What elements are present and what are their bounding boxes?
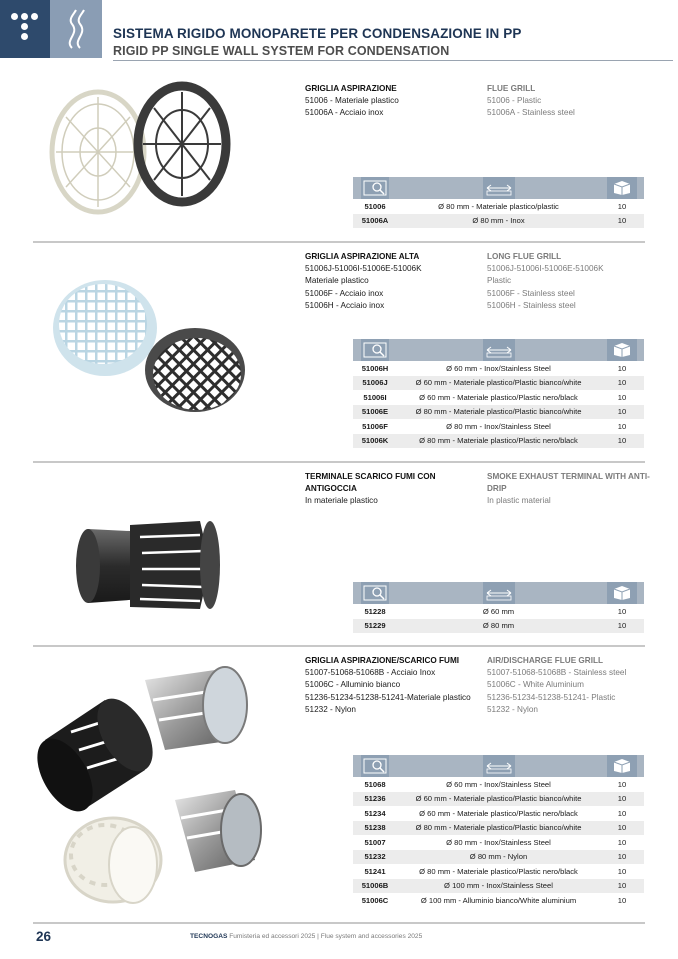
- measure-header-icon: [483, 582, 515, 604]
- product-qty: 10: [617, 794, 627, 804]
- page-number: 26: [36, 929, 52, 944]
- product-code: 51236: [364, 794, 386, 804]
- product-qty: 10: [617, 436, 627, 446]
- section-1-title-it: GRIGLIA ASPIRAZIONE: [305, 84, 397, 93]
- product-table-3: [353, 582, 644, 633]
- desc-line: 51006A - Stainless steel: [487, 108, 575, 118]
- long-flue-grill-image: [45, 270, 255, 420]
- section-4-desc-en: [487, 655, 662, 716]
- desc-line: 51007-51068-51068B - Stainless steel: [487, 668, 627, 678]
- product-code: 51229: [364, 621, 386, 631]
- product-qty: 10: [617, 895, 627, 905]
- title-divider: [113, 60, 673, 61]
- product-qty: 10: [617, 779, 627, 789]
- table-header: [353, 339, 644, 361]
- product-code: 51232: [364, 852, 386, 862]
- product-qty: 10: [617, 837, 627, 847]
- table-row: [353, 619, 644, 634]
- desc-line: In materiale plastico: [305, 496, 378, 506]
- desc-line: 51236-51234-51238-51241- Plastic: [487, 692, 616, 702]
- product-desc: Ø 80 mm - Inox/Stainless Steel: [446, 837, 551, 847]
- section-2-title-it: GRIGLIA ASPIRAZIONE ALTA: [305, 252, 420, 261]
- table-row: [353, 199, 644, 214]
- desc-line: 51006F - Acciaio inox: [305, 288, 384, 298]
- product-desc: Ø 60 mm - Inox/Stainless Steel: [446, 363, 551, 373]
- product-desc: Ø 100 mm - Alluminio bianco/White aluminium: [420, 895, 577, 905]
- product-code: 51241: [364, 866, 386, 876]
- table-row: [353, 405, 644, 420]
- product-qty: 10: [617, 621, 627, 631]
- package-header-icon: [607, 755, 637, 777]
- desc-line: 51232 - Nylon: [487, 704, 538, 714]
- product-code: 51006A: [361, 216, 389, 226]
- product-code: 51068: [364, 779, 386, 789]
- desc-line: 51006A - Acciaio inox: [305, 108, 384, 118]
- desc-line: 51236-51234-51238-51241-Materiale plastico: [305, 692, 471, 702]
- package-header-icon: [607, 177, 637, 199]
- page-subtitle: RIGID PP SINGLE WALL SYSTEM FOR CONDENSATION: [113, 44, 450, 58]
- product-code: 51006B: [361, 881, 389, 891]
- desc-line: Materiale plastico: [305, 276, 369, 286]
- footer-divider: [33, 922, 645, 924]
- section-divider: [33, 241, 645, 243]
- table-row: [353, 419, 644, 434]
- product-qty: 10: [617, 407, 627, 417]
- product-code: 51228: [364, 606, 386, 616]
- table-row: [353, 806, 644, 821]
- section-4-title-it: GRIGLIA ASPIRAZIONE/SCARICO FUMI: [305, 656, 460, 665]
- product-table-4: [353, 755, 644, 908]
- table-row: [353, 879, 644, 894]
- table-body: [353, 199, 644, 228]
- product-code: 51006: [364, 201, 386, 211]
- product-desc: Ø 80 mm - Materiale plastico/Plastic bianco/white: [415, 823, 582, 833]
- code-header-icon: [361, 582, 389, 604]
- desc-line: 51006C - Alluminio bianco: [305, 680, 401, 690]
- product-desc: Ø 80 mm - Materiale plastico/Plastic nero/black: [419, 436, 578, 446]
- section-4-title-en: AIR/DISCHARGE FLUE GRILL: [487, 656, 603, 665]
- table-header: [353, 755, 644, 777]
- section-1-desc-en: [487, 83, 662, 120]
- measure-header-icon: [483, 755, 515, 777]
- product-desc: Ø 100 mm - Inox/Stainless Steel: [444, 881, 553, 891]
- product-desc: Ø 80 mm - Materiale plastico/Plastic bianco/white: [415, 407, 582, 417]
- product-code: 51006C: [361, 895, 389, 905]
- footer-brand: TECNOGAS: [190, 933, 228, 940]
- section-3-title-it: TERMINALE SCARICO FUMI CON ANTIGOCCIA: [305, 472, 436, 494]
- desc-line: 51006J-51006I-51006E-51006K: [487, 264, 604, 274]
- footer-caption: Fumisteria ed accessori 2025 | Flue system and accessories 2025: [229, 933, 423, 940]
- desc-line: 51006H - Acciaio inox: [305, 300, 385, 310]
- table-row: [353, 434, 644, 449]
- package-header-icon: [607, 582, 637, 604]
- product-qty: 10: [617, 363, 627, 373]
- table-row: [353, 390, 644, 405]
- product-qty: 10: [617, 216, 627, 226]
- product-desc: Ø 60 mm - Materiale plastico/Plastic nero/black: [419, 808, 578, 818]
- product-desc: Ø 60 mm - Materiale plastico/Plastic bianco/white: [415, 794, 582, 804]
- product-table-2: [353, 339, 644, 448]
- product-code: 51007: [364, 837, 386, 847]
- product-code: 51238: [364, 823, 386, 833]
- product-desc: Ø 60 mm - Materiale plastico/Plastic bianco/white: [415, 378, 582, 388]
- product-desc: Ø 60 mm - Materiale plastico/Plastic nero/black: [419, 392, 578, 402]
- page-title: SISTEMA RIGIDO MONOPARETE PER CONDENSAZIONE IN PP: [113, 26, 522, 41]
- section-2-desc-it: [305, 251, 480, 312]
- table-row: [353, 376, 644, 391]
- product-qty: 10: [617, 378, 627, 388]
- table-row: [353, 777, 644, 792]
- section-1-desc-it: [305, 83, 480, 120]
- code-header-icon: [361, 339, 389, 361]
- product-code: 51006E: [361, 407, 389, 417]
- product-desc: Ø 80 mm: [482, 621, 515, 631]
- product-code: 51006J: [362, 378, 388, 388]
- section-3-title-en: SMOKE EXHAUST TERMINAL WITH ANTI-DRIP: [487, 472, 650, 494]
- section-3-desc-en: [487, 471, 662, 508]
- desc-line: 51006 - Materiale plastico: [305, 96, 399, 106]
- product-code: 51006F: [362, 421, 388, 431]
- table-body: [353, 361, 644, 448]
- product-desc: Ø 60 mm - Inox/Stainless Steel: [446, 779, 551, 789]
- table-row: [353, 361, 644, 376]
- desc-line: Plastic: [487, 276, 512, 286]
- product-desc: Ø 80 mm - Nylon: [469, 852, 528, 862]
- product-code: 51006H: [361, 363, 389, 373]
- table-row: [353, 792, 644, 807]
- product-desc: Ø 80 mm - Inox: [472, 216, 525, 226]
- desc-line: 51006 - Plastic: [487, 96, 542, 106]
- desc-line: 51007-51068-51068B - Acciaio Inox: [305, 668, 436, 678]
- table-body: [353, 604, 644, 633]
- product-qty: 10: [617, 392, 627, 402]
- table-row: [353, 821, 644, 836]
- product-qty: 10: [617, 823, 627, 833]
- table-row: [353, 214, 644, 229]
- product-qty: 10: [617, 606, 627, 616]
- package-header-icon: [607, 339, 637, 361]
- air-discharge-flue-grill-image: [35, 660, 275, 910]
- code-header-icon: [361, 177, 389, 199]
- product-qty: 10: [617, 852, 627, 862]
- product-code: 51234: [364, 808, 386, 818]
- section-divider: [33, 645, 645, 647]
- table-row: [353, 835, 644, 850]
- desc-line: 51006F - Stainless steel: [487, 288, 575, 298]
- product-desc: Ø 80 mm - Inox/Stainless Steel: [446, 421, 551, 431]
- desc-line: 51232 - Nylon: [305, 704, 356, 714]
- desc-line: 51006C - White Aluminium: [487, 680, 584, 690]
- product-qty: 10: [617, 421, 627, 431]
- smoke-icon: [50, 0, 102, 58]
- measure-header-icon: [483, 177, 515, 199]
- table-row: [353, 850, 644, 865]
- product-desc: Ø 80 mm - Materiale plastico/plastic: [438, 201, 559, 211]
- section-2-title-en: LONG FLUE GRILL: [487, 252, 562, 261]
- measure-header-icon: [483, 339, 515, 361]
- brand-logo: [0, 0, 50, 58]
- section-4-desc-it: [305, 655, 480, 716]
- product-qty: 10: [617, 866, 627, 876]
- table-header: [353, 177, 644, 199]
- product-table-1: [353, 177, 644, 228]
- product-qty: 10: [617, 201, 627, 211]
- desc-line: 51006H - Stainless steel: [487, 300, 576, 310]
- flue-grill-image: [40, 72, 240, 222]
- product-code: 51006K: [361, 436, 389, 446]
- product-qty: 10: [617, 808, 627, 818]
- product-qty: 10: [617, 881, 627, 891]
- smoke-exhaust-terminal-image: [70, 515, 250, 615]
- table-header: [353, 582, 644, 604]
- product-code: 51006I: [363, 392, 387, 402]
- section-3-desc-it: [305, 471, 480, 508]
- code-header-icon: [361, 755, 389, 777]
- footer-text: [190, 933, 422, 940]
- table-row: [353, 864, 644, 879]
- product-desc: Ø 60 mm: [482, 606, 515, 616]
- table-body: [353, 777, 644, 908]
- product-desc: Ø 80 mm - Materiale plastico/Plastic nero/black: [419, 866, 578, 876]
- table-row: [353, 893, 644, 908]
- desc-line: 51006J-51006I-51006E-51006K: [305, 264, 422, 274]
- section-2-desc-en: [487, 251, 662, 312]
- section-divider: [33, 461, 645, 463]
- section-1-title-en: FLUE GRILL: [487, 84, 536, 93]
- table-row: [353, 604, 644, 619]
- desc-line: In plastic material: [487, 496, 551, 506]
